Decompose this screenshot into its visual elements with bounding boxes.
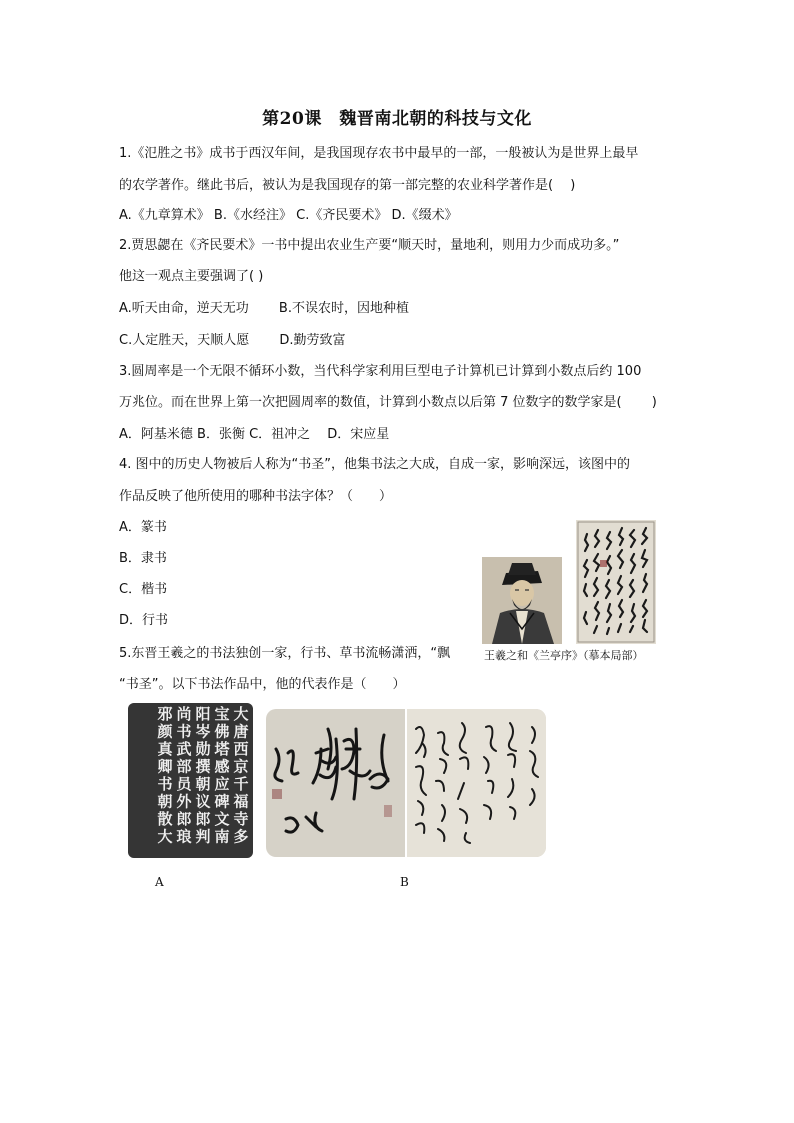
stele-character: 文: [214, 810, 230, 828]
stele-character: 尚: [176, 705, 192, 723]
stele-character: 散: [157, 810, 173, 828]
stele-character: 朝: [157, 792, 173, 811]
q4-image-caption: 王羲之和《兰亭序》（摹本局部）: [484, 649, 644, 662]
calligraphy-option-b-image: [266, 709, 546, 857]
stele-character: 议: [195, 792, 211, 811]
stele-character: 大: [233, 705, 249, 723]
stele-character: 大: [157, 827, 173, 846]
stele-character: 千: [233, 775, 249, 793]
stele-character: 真: [157, 740, 173, 758]
stele-character: 寺: [233, 810, 249, 828]
stele-character: 郎: [195, 810, 211, 828]
q2-options-ab: A.听天由命，逆天无功 B.不误农时，因地种植: [119, 301, 409, 316]
stele-character: 西: [233, 740, 249, 758]
lanting-xu-scroll-image: [576, 520, 656, 644]
wang-xizhi-portrait-image: [482, 557, 562, 644]
stele-character: 京: [233, 757, 249, 776]
stele-character: 卿: [157, 757, 173, 776]
calligraphy-option-a-image: [128, 703, 253, 858]
page-title: 第20课 魏晋南北朝的科技与文化: [262, 109, 532, 129]
stele-character: 应: [214, 775, 230, 793]
stele-character: 外: [176, 792, 192, 811]
q2-line-2: 他这一观点主要强调了( ): [119, 269, 264, 284]
stele-character: 阳: [195, 705, 211, 723]
stele-character: 颜: [157, 722, 173, 741]
q1-options: A.《九章算术》 B.《水经注》 C.《齐民要术》 D.《缀术》: [119, 208, 458, 223]
option-b-label: B: [400, 875, 409, 889]
stele-character: 撰: [195, 757, 211, 776]
q4-option-a: A．篆书: [119, 520, 167, 535]
stele-character: 邪: [157, 705, 173, 723]
q4-option-d: D．行书: [119, 613, 169, 628]
q4-option-b: B．隶书: [119, 551, 167, 566]
stele-character: 塔: [214, 740, 230, 758]
q5-line-1: 5.东晋王羲之的书法独创一家，行书、草书流畅潇洒，“飘: [119, 646, 451, 661]
stele-character: 员: [176, 775, 192, 793]
stele-character: 琅: [176, 827, 192, 846]
stele-character: 感: [214, 757, 230, 776]
stele-character: 唐: [233, 722, 249, 741]
stele-character: 书: [157, 775, 173, 793]
q1-line-2: 的农学著作。继此书后，被认为是我国现存的第一部完整的农业科学著作是( ): [119, 178, 576, 193]
q2-options-cd: C.人定胜天，天顺人愿 D.勤劳致富: [119, 333, 346, 348]
stele-character: 勋: [195, 740, 211, 758]
q3-options: A．阿基米德 B．张衡 C．祖冲之 D．宋应星: [119, 427, 390, 442]
q5-line-2: “书圣”。以下书法作品中，他的代表作是（ ）: [119, 677, 406, 692]
stele-character: 书: [176, 722, 192, 741]
stele-character: 武: [176, 740, 192, 758]
stele-character: 判: [195, 827, 211, 846]
stele-character: 南: [214, 827, 230, 846]
stele-character: 部: [176, 757, 192, 776]
q3-line-2: 万兆位。而在世界上第一次把圆周率的数值，计算到小数点以后第 7 位数字的数学家是( ): [119, 395, 657, 410]
stele-character: 宝: [214, 705, 230, 723]
option-a-label: A: [155, 875, 164, 889]
stele-character: 佛: [214, 722, 230, 741]
stele-character: 朝: [195, 775, 211, 793]
stele-character: 多: [233, 827, 249, 846]
q4-line-1: 4. 图中的历史人物被后人称为“书圣”，他集书法之大成，自成一家，影响深远，该图中的: [119, 457, 631, 472]
q2-line-1: 2.贾思勰在《齐民要术》一书中提出农业生产要“顺天时，量地利，则用力少而成功多。”: [119, 238, 620, 253]
stele-character: 郎: [176, 810, 192, 828]
q4-option-c: C．楷书: [119, 582, 168, 597]
stele-character: 碑: [214, 792, 230, 811]
stele-character: 福: [233, 792, 249, 811]
q1-line-1: 1.《氾胜之书》成书于西汉年间，是我国现存农书中最早的一部，一般被认为是世界上最早: [119, 146, 639, 161]
q4-line-2: 作品反映了他所使用的哪种书法字体？（ ）: [119, 489, 393, 504]
q3-line-1: 3.圆周率是一个无限不循环小数，当代科学家利用巨型电子计算机已计算到小数点后约 100: [119, 364, 642, 379]
stele-character: 岑: [195, 722, 211, 741]
